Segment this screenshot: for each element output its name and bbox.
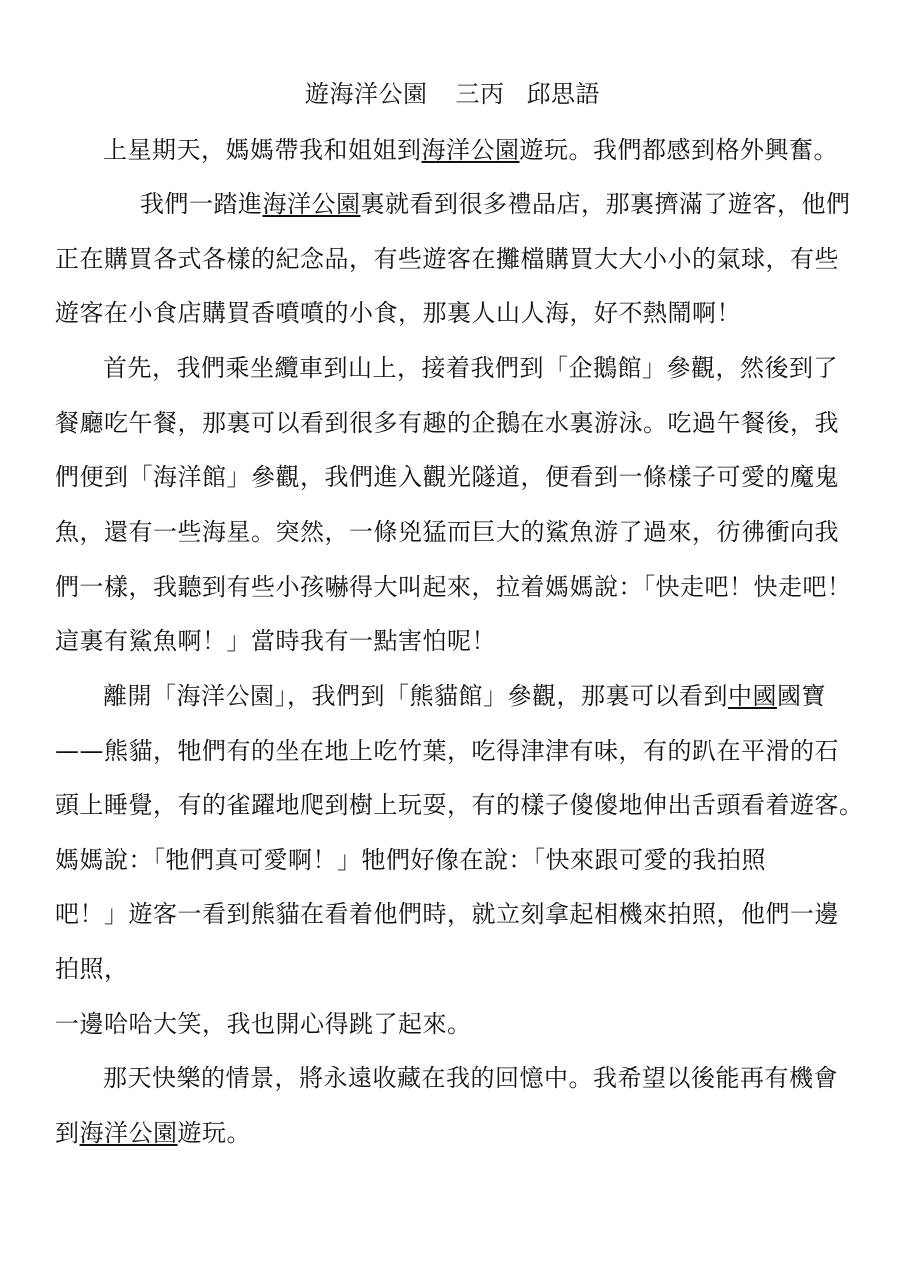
class-label: 三丙 [455, 80, 505, 108]
paragraph-line: 我們一踏進海洋公園裏就看到很多禮品店，那裏擠滿了遊客，他們 [140, 190, 851, 218]
paragraph-line: 頭上睡覺，有的雀躍地爬到樹上玩耍，有的樣子傻傻地伸出舌頭看着遊客。 [55, 791, 864, 819]
essay-title [305, 79, 600, 109]
paragraph-line: ——熊貓，牠們有的坐在地上吃竹葉，吃得津津有味，有的趴在平滑的石 [55, 737, 839, 765]
paragraph-line: 拍照， [55, 955, 129, 983]
paragraph-line: 到海洋公園遊玩。 [55, 1119, 251, 1147]
paragraph-line: 上星期天，媽媽帶我和姐姐到海洋公園遊玩。我們都感到格外興奮。 [103, 136, 838, 164]
place-name: 中國 [728, 682, 777, 710]
paragraph-line: 首先，我們乘坐纜車到山上，接着我們到「企鵝館」參觀，然後到了 [103, 354, 838, 382]
paragraph-line: 離開「海洋公園」，我們到「熊貓館」參觀，那裏可以看到中國國寶 [103, 682, 826, 710]
author-name: 邱思語 [526, 80, 600, 108]
paragraph-line: 媽媽說：「牠們真可愛啊！」牠們好像在說：「快來跟可愛的我拍照 [55, 846, 766, 874]
paragraph-line: 魚，還有一些海星。突然，一條兇猛而巨大的鯊魚游了過來，彷彿衝向我 [55, 518, 839, 546]
paragraph-line: 正在購買各式各樣的紀念品，有些遊客在攤檔購買大大小小的氣球，有些 [55, 245, 839, 273]
paragraph-line: 這裏有鯊魚啊！」當時我有一點害怕呢！ [55, 627, 496, 655]
title-text: 遊海洋公園 [305, 80, 428, 108]
paragraph-line: 餐廳吃午餐，那裏可以看到很多有趣的企鵝在水裏游泳。吃過午餐後，我 [55, 409, 839, 437]
paragraph-line: 那天快樂的情景，將永遠收藏在我的回憶中。我希望以後能再有機會 [103, 1064, 838, 1092]
paragraph-line: 們一樣，我聽到有些小孩嚇得大叫起來，拉着媽媽說：「快走吧！快走吧！ [55, 573, 852, 601]
paragraph-line: 吧！」遊客一看到熊貓在看着他們時，就立刻拿起相機來拍照，他們一邊 [55, 900, 839, 928]
place-name: 海洋公園 [262, 190, 361, 218]
paragraph-line: 們便到「海洋館」參觀，我們進入觀光隧道，便看到一條樣子可愛的魔鬼 [55, 463, 839, 491]
paragraph-line: 遊客在小食店購買香噴噴的小食，那裏人山人海，好不熱鬧啊！ [55, 299, 741, 327]
paragraph-line: 一邊哈哈大笑，我也開心得跳了起來。 [55, 1010, 472, 1038]
place-name: 海洋公園 [421, 136, 520, 164]
place-name: 海洋公園 [79, 1119, 178, 1147]
